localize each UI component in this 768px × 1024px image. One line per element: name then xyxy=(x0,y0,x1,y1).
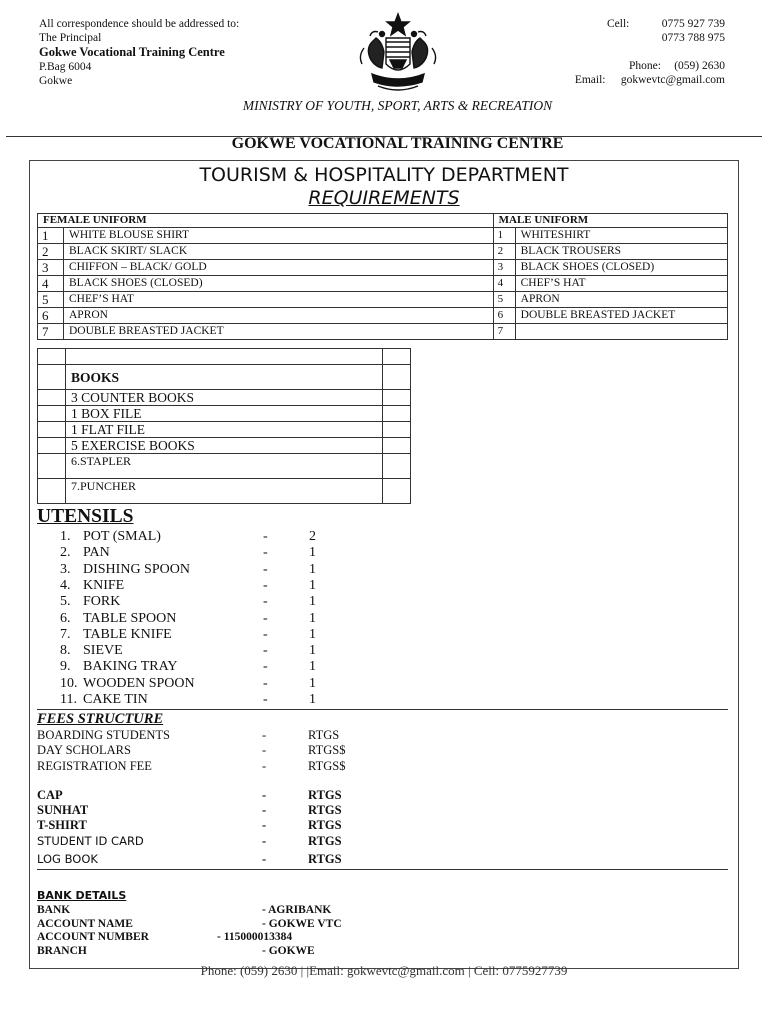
utensil-dash: - xyxy=(263,675,268,691)
male-item: WHITESHIRT xyxy=(515,228,727,244)
table-row xyxy=(38,406,411,422)
utensil-qty: 2 xyxy=(309,529,316,544)
utensil-dash: - xyxy=(263,610,268,626)
utensil-number: 4. xyxy=(60,577,71,593)
uniform-table xyxy=(37,213,728,340)
fee-dash: - xyxy=(262,743,267,758)
utensil-number: 2. xyxy=(60,545,71,561)
utensil-qty: 1 xyxy=(309,659,316,675)
bank-value: - GOKWE VTC xyxy=(262,917,342,930)
utensil-dash: - xyxy=(263,692,268,707)
bank-value: - AGRIBANK xyxy=(262,904,332,916)
address-line: Gokwe xyxy=(39,75,73,87)
address-line: P.Bag 6004 xyxy=(39,61,92,73)
utensil-name: TABLE SPOON xyxy=(83,610,177,626)
utensil-number: 8. xyxy=(60,643,71,659)
fee-dash: - xyxy=(262,728,267,742)
row-number: 4 xyxy=(493,276,515,292)
books-title: BOOKS xyxy=(66,365,383,390)
row-number: 6 xyxy=(38,308,64,324)
book-item: 1 BOX FILE xyxy=(66,406,383,422)
fee-dash: - xyxy=(262,852,267,866)
cell-label: Cell: xyxy=(607,18,630,30)
row-number: 4 xyxy=(38,276,64,292)
table-row xyxy=(38,260,728,276)
contact-block xyxy=(575,17,725,87)
fee-value: RTGS xyxy=(308,852,342,866)
address-line: All correspondence should be addressed to: xyxy=(39,18,240,30)
female-item: CHIFFON – BLACK/ GOLD xyxy=(64,260,494,276)
female-item: BLACK SHOES (CLOSED) xyxy=(64,276,494,292)
utensil-number: 10. xyxy=(60,675,78,691)
fee-label: STUDENT ID CARD xyxy=(37,834,144,848)
fee-value: RTGS xyxy=(308,728,340,742)
fee-label: T-SHIRT xyxy=(37,818,87,832)
table-row xyxy=(38,438,411,454)
coat-of-arms-logo xyxy=(352,12,444,98)
fee-label: REGISTRATION FEE xyxy=(37,758,152,773)
phone-label: Phone: xyxy=(629,60,661,72)
utensil-name: WOODEN SPOON xyxy=(83,675,195,691)
row-number: 2 xyxy=(38,244,64,260)
utensil-number: 5. xyxy=(60,594,71,610)
utensil-name: BAKING TRAY xyxy=(83,659,178,675)
fee-value: RTGS$ xyxy=(308,743,346,758)
book-item: 7.PUNCHER xyxy=(66,479,383,504)
utensil-qty: 1 xyxy=(309,675,316,691)
bank-label: ACCOUNT NAME xyxy=(37,917,133,930)
table-row xyxy=(38,390,411,406)
utensil-number: 11. xyxy=(60,692,77,707)
female-uniform-header: FEMALE UNIFORM xyxy=(38,214,494,228)
male-item: DOUBLE BREASTED JACKET xyxy=(515,308,727,324)
table-row xyxy=(38,324,728,340)
utensil-name: CAKE TIN xyxy=(83,692,148,707)
female-item: CHEF’S HAT xyxy=(64,292,494,308)
bank-label: ACCOUNT NUMBER xyxy=(37,931,149,944)
department-title: TOURISM & HOSPITALITY DEPARTMENT xyxy=(199,164,569,186)
utensil-dash: - xyxy=(263,659,268,675)
address-line: Gokwe Vocational Training Centre xyxy=(39,45,225,59)
fee-value: RTGS xyxy=(308,788,342,802)
fee-label: BOARDING STUDENTS xyxy=(37,728,170,742)
utensil-qty: 1 xyxy=(309,610,316,626)
male-item: APRON xyxy=(515,292,727,308)
table-row xyxy=(38,276,728,292)
utensil-number: 7. xyxy=(60,626,71,642)
utensil-number: 1. xyxy=(60,529,71,544)
email-label: Email: xyxy=(574,74,606,86)
utensil-qty: 1 xyxy=(309,561,316,577)
books-table xyxy=(37,348,411,504)
row-number: 7 xyxy=(493,324,515,340)
bank-value: - 115000013384 xyxy=(217,931,293,944)
table-row xyxy=(38,228,728,244)
utensil-name: SIEVE xyxy=(83,643,123,659)
utensil-qty: 1 xyxy=(309,594,316,610)
email-address: gokwevtc@gmail.com xyxy=(620,74,725,86)
fee-dash: - xyxy=(262,788,267,802)
footer-contact: Phone: (059) 2630 | |Email: gokwevtc@gmail.com | Cell: 0775927739 xyxy=(200,963,568,978)
female-item: DOUBLE BREASTED JACKET xyxy=(64,324,494,340)
male-uniform-header: MALE UNIFORM xyxy=(493,214,727,228)
row-number: 3 xyxy=(38,260,64,276)
row-number: 6 xyxy=(493,308,515,324)
table-row xyxy=(38,244,728,260)
phone-number: (059) 2630 xyxy=(674,60,725,72)
bank-label: BRANCH xyxy=(37,945,87,958)
utensil-number: 6. xyxy=(60,610,71,626)
utensil-qty: 1 xyxy=(309,643,316,659)
fee-label: SUNHAT xyxy=(37,803,89,817)
utensil-name: FORK xyxy=(83,594,121,610)
fee-label: DAY SCHOLARS xyxy=(37,743,131,758)
utensil-dash: - xyxy=(263,529,268,544)
utensil-qty: 1 xyxy=(309,626,316,642)
utensil-name: PAN xyxy=(83,545,110,561)
book-item: 3 COUNTER BOOKS xyxy=(66,390,383,406)
row-number: 5 xyxy=(493,292,515,308)
centre-title: GOKWE VOCATIONAL TRAINING CENTRE xyxy=(231,135,564,152)
row-number: 1 xyxy=(38,228,64,244)
utensil-name: TABLE KNIFE xyxy=(83,626,172,642)
utensil-dash: - xyxy=(263,626,268,642)
table-row xyxy=(38,454,411,479)
bank-value: - GOKWE xyxy=(262,945,315,958)
male-item: BLACK TROUSERS xyxy=(515,244,727,260)
utensil-qty: 1 xyxy=(309,545,316,561)
utensil-dash: - xyxy=(263,561,268,577)
male-item xyxy=(515,324,727,340)
row-number: 3 xyxy=(493,260,515,276)
address-block xyxy=(39,17,239,88)
utensil-number: 9. xyxy=(60,659,71,675)
table-row xyxy=(38,349,411,365)
utensil-name: POT (SMAL) xyxy=(83,529,161,544)
table-row xyxy=(38,422,411,438)
fee-value: RTGS xyxy=(308,818,342,832)
book-item: 1 FLAT FILE xyxy=(66,422,383,438)
row-number: 2 xyxy=(493,244,515,260)
table-row xyxy=(38,365,411,390)
utensil-number: 3. xyxy=(60,561,71,577)
fee-label: LOG BOOK xyxy=(37,852,98,866)
fee-value: RTGS$ xyxy=(308,758,346,773)
divider xyxy=(37,709,728,710)
fee-value: RTGS xyxy=(308,834,342,848)
utensil-dash: - xyxy=(263,577,268,593)
utensil-name: DISHING SPOON xyxy=(83,561,190,577)
utensil-dash: - xyxy=(263,643,268,659)
utensil-dash: - xyxy=(263,594,268,610)
divider xyxy=(37,869,728,870)
female-item: WHITE BLOUSE SHIRT xyxy=(64,228,494,244)
ministry-title: MINISTRY OF YOUTH, SPORT, ARTS & RECREATION xyxy=(242,98,553,113)
utensil-qty: 1 xyxy=(309,692,316,707)
row-number: 5 xyxy=(38,292,64,308)
row-number: 7 xyxy=(38,324,64,340)
male-item: BLACK SHOES (CLOSED) xyxy=(515,260,727,276)
table-row xyxy=(38,308,728,324)
fee-value: RTGS xyxy=(308,803,342,817)
row-number: 1 xyxy=(493,228,515,244)
female-item: APRON xyxy=(64,308,494,324)
female-item: BLACK SKIRT/ SLACK xyxy=(64,244,494,260)
utensils-title: UTENSILS xyxy=(37,506,134,527)
bank-label: BANK xyxy=(37,904,71,916)
fees-title: FEES STRUCTURE xyxy=(37,711,164,727)
address-line: The Principal xyxy=(39,32,102,44)
cell-number: 0773 788 975 xyxy=(661,32,725,44)
fee-dash: - xyxy=(262,758,267,773)
male-item: CHEF’S HAT xyxy=(515,276,727,292)
utensil-dash: - xyxy=(263,545,268,561)
utensil-qty: 1 xyxy=(309,577,316,593)
fee-label: CAP xyxy=(37,788,63,802)
book-item: 5 EXERCISE BOOKS xyxy=(66,438,383,454)
utensil-name: KNIFE xyxy=(83,577,125,593)
cell-number: 0775 927 739 xyxy=(661,18,725,30)
fee-dash: - xyxy=(262,834,267,848)
table-row xyxy=(38,292,728,308)
fee-dash: - xyxy=(262,818,267,832)
requirements-heading: REQUIREMENTS xyxy=(308,187,460,209)
bank-title: BANK DETAILS xyxy=(37,889,127,902)
fee-dash: - xyxy=(262,803,267,817)
book-item: 6.STAPLER xyxy=(66,454,383,479)
table-row xyxy=(38,479,411,504)
